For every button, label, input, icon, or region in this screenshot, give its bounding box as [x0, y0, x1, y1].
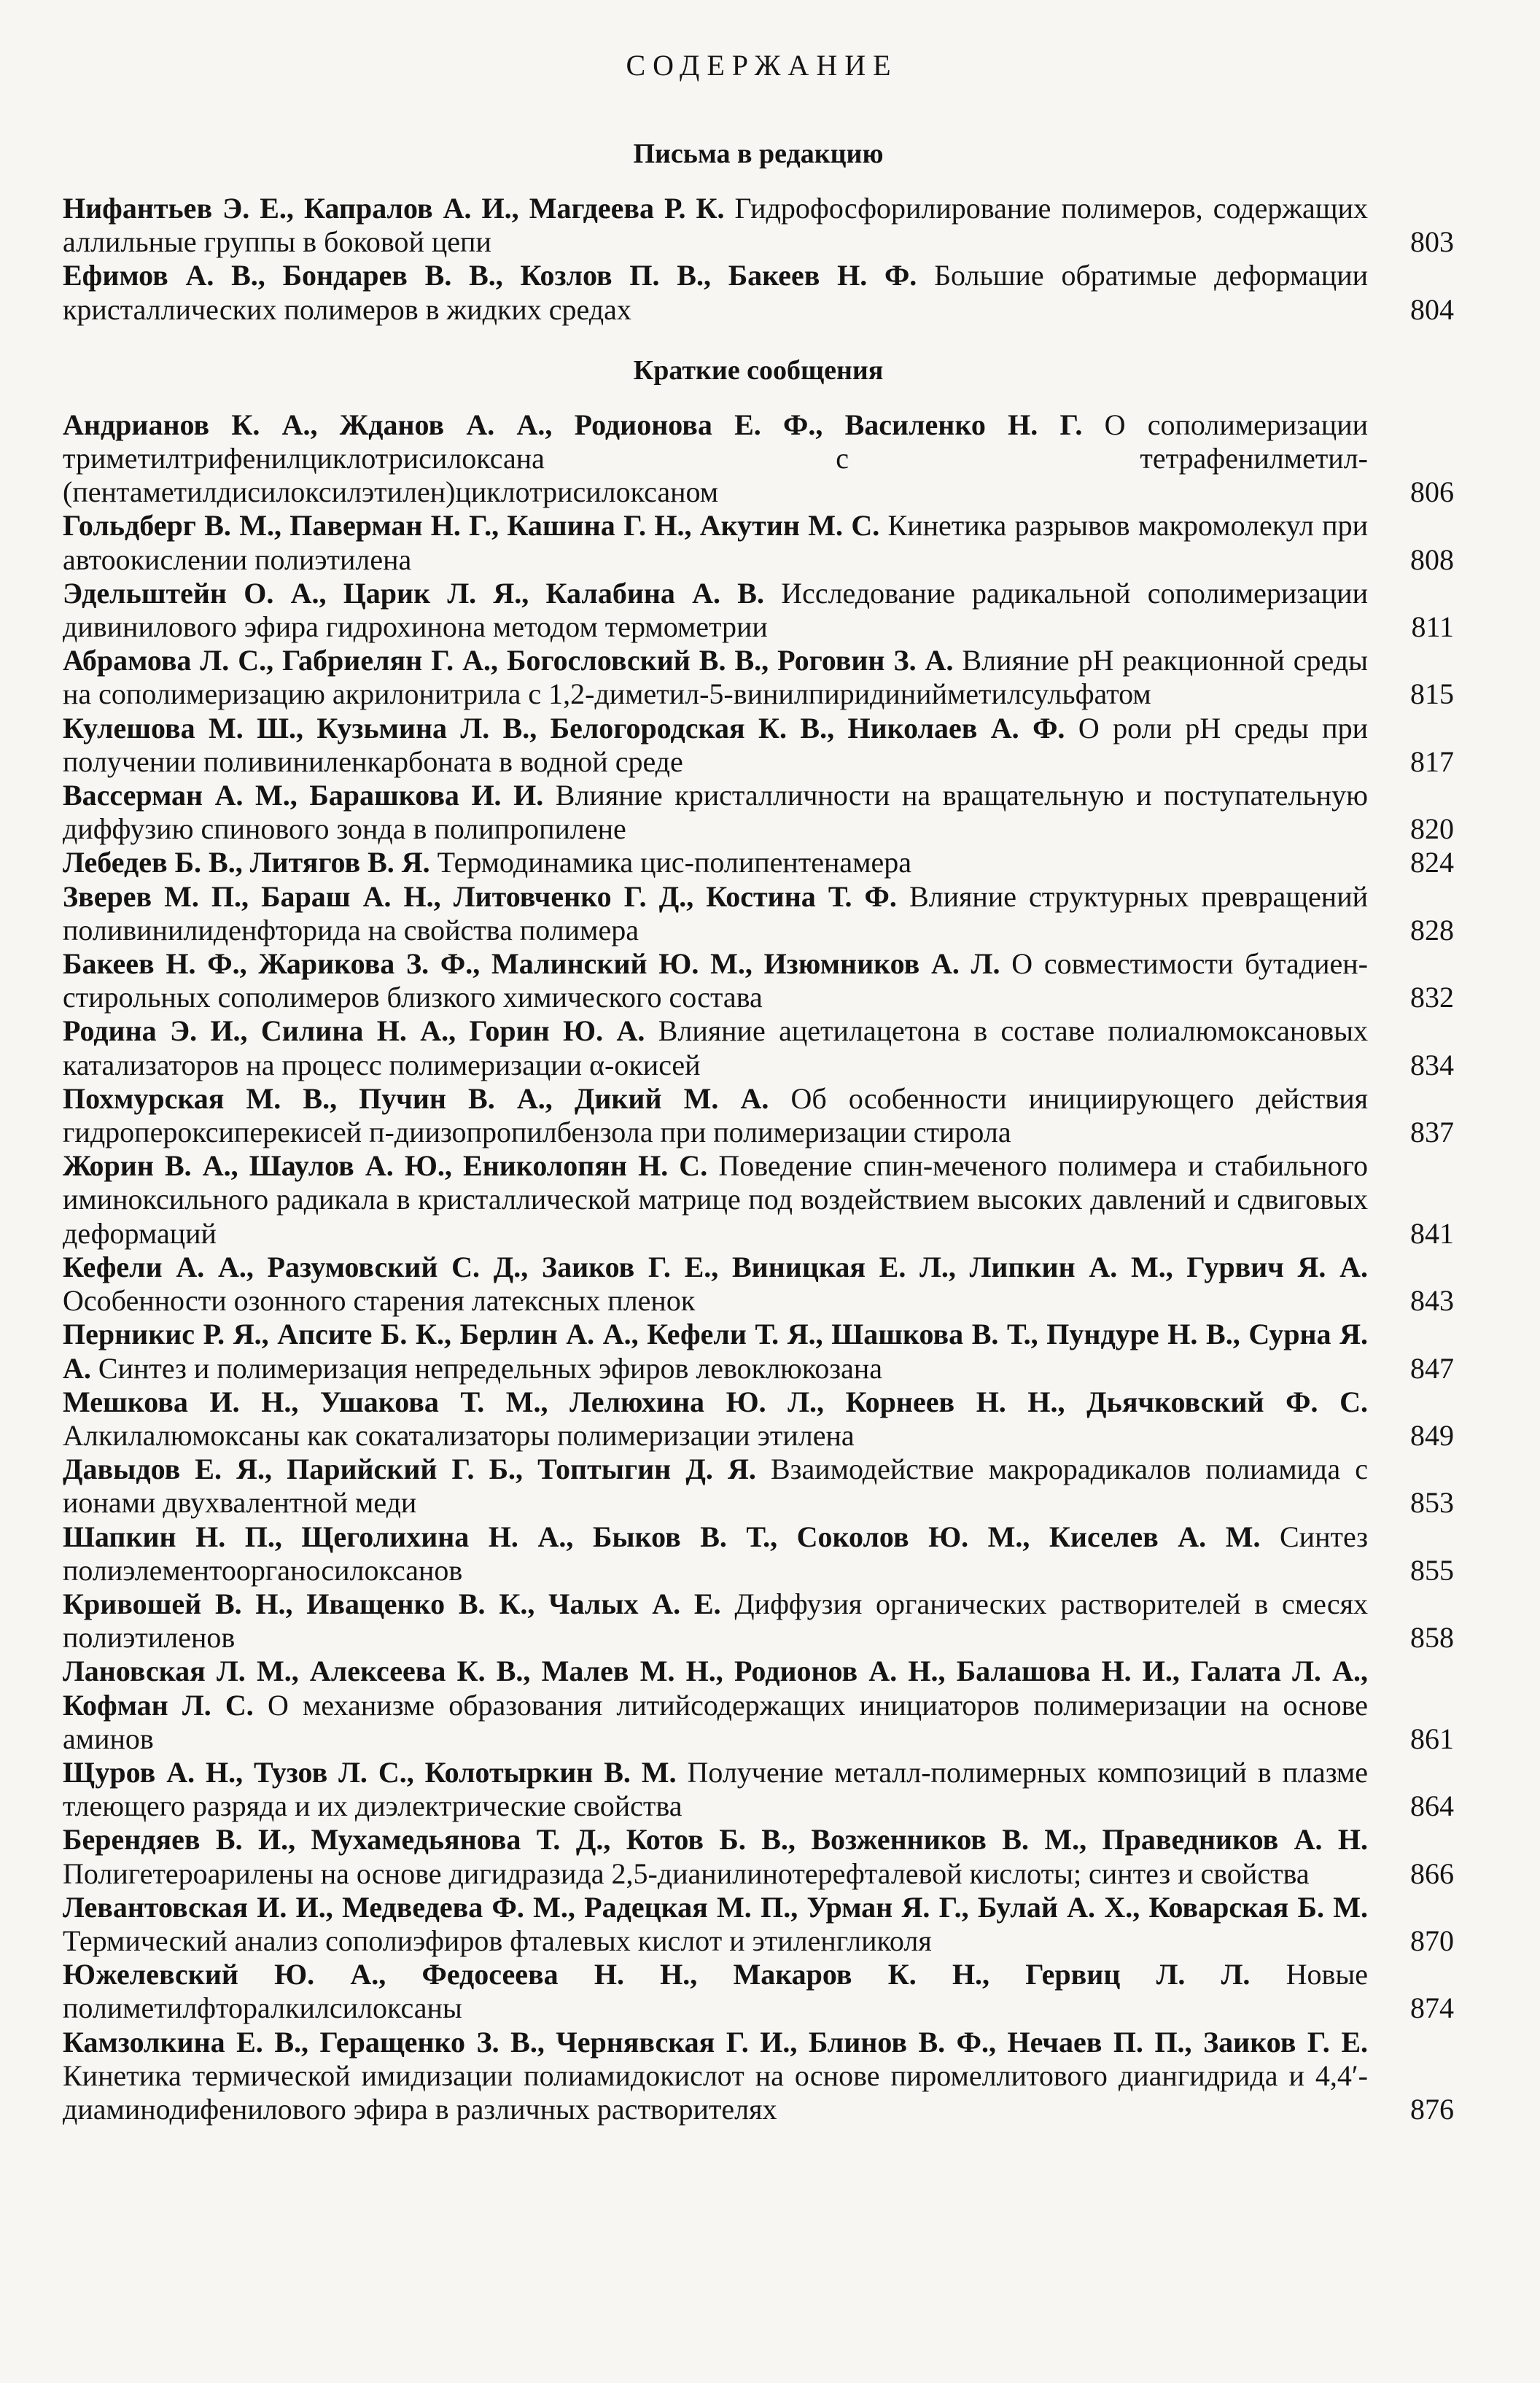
contents-entry: [63, 1318, 1454, 1385]
entry-title: Диффузия органических растворителей в смесях полиэтиленов: [63, 1587, 1369, 1655]
contents-entry: [63, 712, 1454, 779]
entry-authors: Лебедев Б. В., Литягов В. Я.: [63, 846, 430, 879]
entry-authors: Щуров А. Н., Тузов Л. С., Колотыркин В. М.: [63, 1755, 677, 1789]
entry-title: Полигетероарилены на основе дигидразида 2,5-дианилинотерефталевой кислоты; синтез и свойства: [63, 1857, 1310, 1890]
contents-entry: [63, 1655, 1454, 1756]
contents-entry: [63, 1385, 1454, 1453]
entry-authors: Абрамова Л. С., Габриелян Г. А., Богословский В. В., Роговин З. А.: [63, 644, 954, 677]
entry-authors: Перникис Р. Я., Апсите Б. К., Берлин А. А., Кефели Т. Я., Шашкова В. Т., Пундуре Н. В., Сурна Я. А.: [63, 1318, 1368, 1385]
contents-entry: [63, 880, 1454, 947]
entry-page-number: 834: [1410, 1048, 1454, 1081]
entry-text: [63, 1823, 1368, 1890]
section-heading: Краткие сообщения: [633, 354, 884, 386]
contents-entry: [63, 1520, 1454, 1587]
entry-page-number: 853: [1410, 1486, 1454, 1520]
entry-title: Влияние кристалличности на вращательную и поступательную диффузию спинового зонда в полипропилене: [63, 779, 1369, 846]
entry-title: Синтез и полимеризация непредельных эфиров левоклюкозана: [98, 1351, 883, 1385]
entry-title: Об особенности инициирующего действия гидропероксиперекисей п-диизопропилбензола при полимеризации стирола: [63, 1081, 1368, 1149]
entry-text: [63, 880, 1368, 947]
entry-text: [63, 644, 1368, 711]
entry-authors: Южелевский Ю. А., Федосеева Н. Н., Макаров К. Н., Гервиц Л. Л.: [63, 1958, 1251, 1991]
entry-text: [63, 779, 1368, 846]
entry-text: [63, 1149, 1368, 1251]
entry-text: [63, 192, 1368, 259]
entry-text: [63, 1756, 1368, 1823]
entry-page-number: 803: [1410, 225, 1454, 259]
contents-entry: [63, 577, 1454, 644]
entry-title: Влияние ацетилацетона в составе полиалюмоксановых катализаторов на процесс полимеризации α-окисей: [63, 1014, 1369, 1081]
contents-entry: [63, 1149, 1454, 1251]
entry-title: Кинетика термической имидизации полиамидокислот на основе пиромеллитового диангидрида и 4,4′-диаминодифенилового эфира в различных растворителях: [63, 2059, 1368, 2126]
entry-page-number: 855: [1410, 1553, 1454, 1587]
contents-entry: [63, 259, 1454, 326]
contents-list: [63, 138, 1454, 2126]
entry-authors: Вассерман А. М., Барашкова И. И.: [63, 779, 544, 812]
contents-entry: [63, 1453, 1454, 1520]
contents-entry: [63, 1014, 1454, 1081]
entry-page-number: 876: [1410, 2092, 1454, 2126]
contents-entry: [63, 1251, 1454, 1318]
contents-entry: [63, 779, 1454, 846]
entry-page-number: 832: [1410, 981, 1454, 1014]
entry-title: О совместимости бутадиен-стирольных сополимеров близкого химического состава: [63, 947, 1368, 1014]
entry-authors: Родина Э. И., Силина Н. А., Горин Ю. А.: [63, 1014, 645, 1048]
contents-entry: [63, 408, 1454, 510]
entry-authors: Лановская Л. М., Алексеева К. В., Малев М. Н., Родионов А. Н., Балашова Н. И., Галата Л. А., Кофман Л. С.: [63, 1655, 1368, 1722]
contents-entry: [63, 1891, 1454, 1958]
entry-authors: Давыдов Е. Я., Парийский Г. Б., Топтыгин Д. Я.: [63, 1453, 756, 1486]
entry-text: [63, 1520, 1368, 1587]
entry-page-number: 874: [1410, 1991, 1454, 2025]
contents-entry: [63, 192, 1454, 259]
entry-text: [63, 2026, 1368, 2127]
entry-page-number: 870: [1410, 1924, 1454, 1957]
entry-title: Исследование радикальной сополимеризации дивинилового эфира гидрохинона методом термометрии: [63, 576, 1368, 644]
contents-entry: [63, 644, 1454, 711]
entry-page-number: 849: [1410, 1418, 1454, 1452]
entry-authors: Зверев М. П., Бараш А. Н., Литовченко Г. Д., Костина Т. Ф.: [63, 879, 897, 913]
entry-page-number: 808: [1410, 543, 1454, 576]
entry-title: Кинетика разрывов макромолекул при автоокислении полиэтилена: [63, 509, 1368, 576]
contents-entry: [63, 1587, 1454, 1655]
entry-authors: Гольдберг В. М., Паверман Н. Г., Кашина Г. Н., Акутин М. С.: [63, 509, 880, 543]
entry-title: Влияние pH реакционной среды на сополимеризацию акрилонитрила с 1,2-диметил-5-винилпиридинийметилсульфатом: [63, 644, 1369, 711]
contents-section: [63, 138, 1454, 327]
page-title: СОДЕРЖАНИЕ: [626, 49, 898, 82]
entry-text: [63, 1014, 1368, 1081]
contents-entry: [63, 1958, 1454, 2025]
entry-text: [63, 577, 1368, 644]
entry-text: [63, 1082, 1368, 1149]
entry-title: Синтез полиэлементоорганосилоксанов: [63, 1520, 1368, 1587]
entry-page-number: 864: [1410, 1789, 1454, 1823]
entry-text: [63, 408, 1368, 510]
contents-section: [63, 354, 1454, 2126]
entry-page-number: 824: [1410, 846, 1454, 879]
entry-text: [63, 509, 1368, 576]
entry-authors: Камзолкина Е. В., Геращенко З. В., Чернявская Г. И., Блинов В. Ф., Нечаев П. П., Заиков Г. Е.: [63, 2025, 1368, 2059]
entry-authors: Мешкова И. Н., Ушакова Т. М., Лелюхина Ю. Л., Корнеев Н. Н., Дьячковский Ф. С.: [63, 1385, 1368, 1418]
entry-title: Поведение спин-меченого полимера и стабильного иминоксильного радикала в кристаллической матрице под воздействием высоких давлений и сдвиговых деформаций: [63, 1149, 1369, 1250]
entry-text: [63, 1385, 1368, 1453]
entry-authors: Бакеев Н. Ф., Жарикова З. Ф., Малинский Ю. М., Изюмников А. Л.: [63, 947, 1000, 981]
entry-text: [63, 1958, 1368, 2025]
contents-entry: [63, 947, 1454, 1014]
entry-page-number: 820: [1410, 812, 1454, 846]
entry-authors: Берендяев В. И., Мухамедьянова Т. Д., Котов Б. В., Возженников В. М., Праведников А. Н.: [63, 1823, 1368, 1857]
entry-title: Особенности озонного старения латексных пленок: [63, 1284, 696, 1318]
contents-entry: [63, 1823, 1454, 1890]
entry-title: Большие обратимые деформации кристаллических полимеров в жидких средах: [63, 259, 1369, 326]
entry-page-number: 806: [1410, 475, 1454, 509]
entry-page-number: 843: [1410, 1284, 1454, 1318]
entry-page-number: 828: [1410, 913, 1454, 946]
entry-authors: Нифантьев Э. Е., Капралов А. И., Магдеева Р. К.: [63, 192, 725, 225]
entry-text: [63, 846, 1368, 879]
entry-text: [63, 947, 1368, 1014]
entry-authors: Кривошей В. Н., Иващенко В. К., Чалых А. Е.: [63, 1587, 721, 1620]
entry-text: [63, 1891, 1368, 1958]
entry-title: Термический анализ сополиэфиров фталевых кислот и этиленгликоля: [63, 1924, 932, 1957]
section-heading: Письма в редакцию: [633, 139, 884, 169]
entry-title: Влияние структурных превращений поливинилиденфторида на свойства полимера: [63, 879, 1369, 946]
entry-authors: Эдельштейн О. А., Царик Л. Я., Калабина А. В.: [63, 576, 764, 610]
entry-page-number: 841: [1410, 1216, 1454, 1250]
entry-text: [63, 1318, 1368, 1385]
entry-authors: Кулешова М. Ш., Кузьмина Л. В., Белогородская К. В., Николаев А. Ф.: [63, 711, 1065, 745]
entry-text: [63, 1453, 1368, 1520]
entry-title: О роли pH среды при получении поливиниленкарбоната в водной среде: [63, 711, 1368, 778]
entry-text: [63, 712, 1368, 779]
entry-text: [63, 1587, 1368, 1655]
contents-entry: [63, 846, 1454, 879]
entry-authors: Левантовская И. И., Медведева Ф. М., Радецкая М. П., Урман Я. Г., Булай А. Х., Коварская Б. М.: [63, 1890, 1368, 1924]
entry-text: [63, 259, 1368, 326]
entry-authors: Андрианов К. А., Жданов А. А., Родионова Е. Ф., Василенко Н. Г.: [63, 408, 1083, 441]
entry-title: Получение металл-полимерных композиций в плазме тлеющего разряда и их диэлектрические свойства: [63, 1755, 1368, 1823]
contents-entry: [63, 2026, 1454, 2127]
entry-page-number: 847: [1410, 1351, 1454, 1385]
entry-page-number: 811: [1411, 610, 1454, 644]
entry-title: Взаимодействие макрорадикалов полиамида с ионами двухвалентной меди: [63, 1453, 1369, 1520]
entry-page-number: 817: [1410, 745, 1454, 778]
entry-text: [63, 1251, 1368, 1318]
entry-page-number: 804: [1410, 292, 1454, 326]
contents-entry: [63, 509, 1454, 576]
entry-authors: Жорин В. А., Шаулов А. Ю., Ениколопян Н. С.: [63, 1149, 708, 1183]
entry-authors: Ефимов А. В., Бондарев В. В., Козлов П. В., Бакеев Н. Ф.: [63, 259, 917, 292]
entry-page-number: 837: [1410, 1116, 1454, 1149]
contents-entry: [63, 1082, 1454, 1149]
entry-page-number: 861: [1410, 1722, 1454, 1755]
entry-page-number: 858: [1410, 1621, 1454, 1655]
entry-authors: Похмурская М. В., Пучин В. А., Дикий М. А.: [63, 1081, 769, 1115]
entry-title: О механизме образования литийсодержащих инициаторов полимеризации на основе аминов: [63, 1688, 1369, 1755]
entry-text: [63, 1655, 1368, 1756]
entry-title: Новые полиметилфторалкилсилоксаны: [63, 1958, 1369, 2025]
entry-title: Алкилалюмоксаны как сокатализаторы полимеризации этилена: [63, 1418, 855, 1452]
entry-title: Гидрофосфорилирование полимеров, содержащих аллильные группы в боковой цепи: [63, 192, 1369, 259]
entry-page-number: 815: [1410, 677, 1454, 711]
entry-authors: Кефели А. А., Разумовский С. Д., Заиков Г. Е., Виницкая Е. Л., Липкин А. М., Гурвич Я. А.: [63, 1250, 1368, 1283]
contents-entry: [63, 1756, 1454, 1823]
entry-title: Термодинамика цис-полипентенамера: [437, 846, 912, 879]
entry-title: О сополимеризации триметилтрифенилциклотрисилоксана с тетрафенилметил-(пентаметилдисилоксилэтилен)циклотрисилоксаном: [63, 408, 1369, 509]
entry-page-number: 866: [1410, 1857, 1454, 1890]
entry-authors: Шапкин Н. П., Щеголихина Н. А., Быков В. Т., Соколов Ю. М., Киселев А. М.: [63, 1520, 1261, 1553]
